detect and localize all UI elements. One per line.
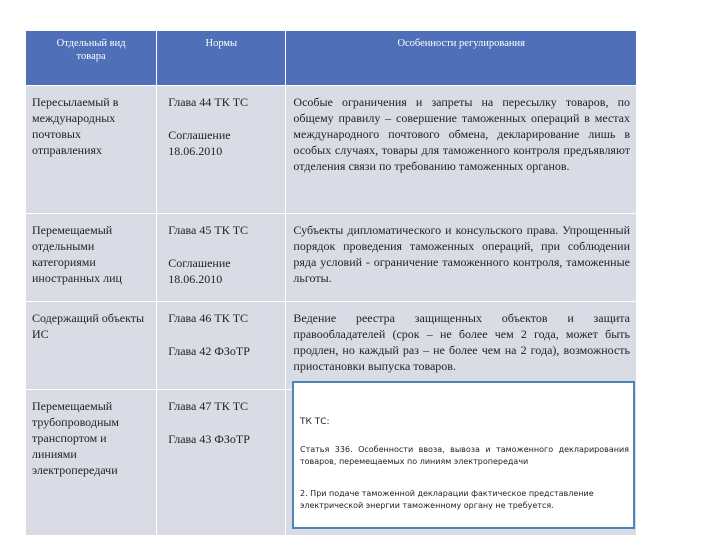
norm-secondary: Глава 43 ФЗоТР xyxy=(168,432,250,446)
goods-type-cell: Перемещаемый трубопроводным транспортом и линиями электропередачи xyxy=(26,390,157,536)
note-article: Статья 336. Особенности ввоза, вывоза и таможенного декларирования товаров, перемещаемых по линиям электропередачи xyxy=(300,445,629,466)
norms-cell xyxy=(157,302,286,390)
norms-cell xyxy=(157,86,286,214)
header-features: Особенности регулирования xyxy=(286,31,637,86)
goods-type-cell: Пересылаемый в международных почтовых отправлениях xyxy=(26,86,157,214)
features-cell: Ведение реестра защищенных объектов и защита правообладателей (срок – не более чем 2 года, может быть продлен, но каждый раз – не более чем на 2 года), возможность приостановки выпуска товаров. xyxy=(286,302,637,390)
goods-type-cell: Перемещаемый отдельными категориями иностранных лиц xyxy=(26,214,157,302)
note-heading: ТК ТС: xyxy=(300,417,330,427)
norm-secondary: Соглашение 18.06.2010 xyxy=(168,128,231,158)
norm-primary: Глава 45 ТК ТС xyxy=(168,223,249,237)
norms-cell xyxy=(157,214,286,302)
legal-note-box xyxy=(292,381,635,529)
goods-type-cell: Содержащий объекты ИС xyxy=(26,302,157,390)
norm-secondary: Соглашение 18.06.2010 xyxy=(168,256,231,286)
note-clause: 2. При подаче таможенной декларации фактическое представление электрической энергии таможенному органу не требуется. xyxy=(300,489,594,510)
table-row xyxy=(26,214,637,302)
norms-cell xyxy=(157,390,286,536)
header-goods-type: Отдельный вид товара xyxy=(26,31,157,86)
features-cell: Субъекты дипломатического и консульского права. Упрощенный порядок проведения таможенных операций, при соблюдении ряда условий - ограничение таможенного контроля, таможенные льготы. xyxy=(286,214,637,302)
norm-primary: Глава 46 ТК ТС xyxy=(168,311,249,325)
table-row xyxy=(26,86,637,214)
table-header-row xyxy=(26,31,637,86)
norm-primary: Глава 47 ТК ТС xyxy=(168,399,249,413)
features-cell: Особые ограничения и запреты на пересылку товаров, по общему правилу – совершение таможенных операций в местах международного почтового обмена, декларирование лишь в особых случаях, товары для таможенного контроля предъявляют отделения связи по требованию таможенных органов. xyxy=(286,86,637,214)
norm-secondary: Глава 42 ФЗоТР xyxy=(168,344,250,358)
header-norms: Нормы xyxy=(157,31,286,86)
table-row xyxy=(26,302,637,390)
norm-primary: Глава 44 ТК ТС xyxy=(168,95,249,109)
